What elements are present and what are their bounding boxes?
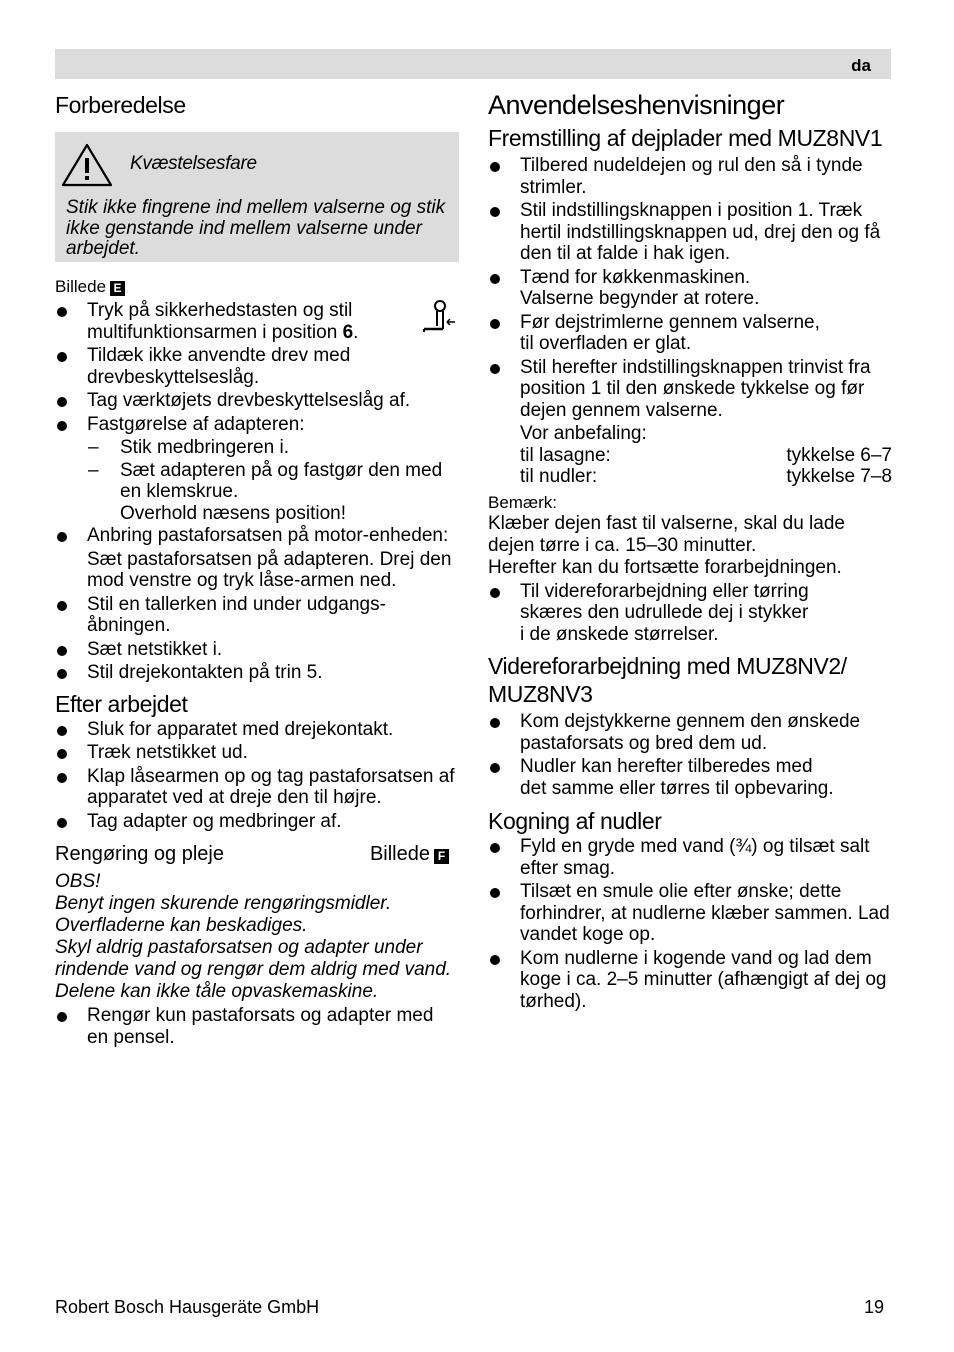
list-item: Tilsæt en smule olie efter ønske; dette forhindrer, at nudlerne klæber sammen. Lad vandet koge op. (488, 881, 892, 946)
note-text: Klæber dejen fast til valserne, skal du lade dejen tørre i ca. 15–30 minutter. (488, 512, 845, 556)
page-number: 19 (864, 1297, 885, 1317)
figure-reference-f: Billede F (370, 842, 449, 866)
list-item: Tryk på sikkerhedstasten og stil multifunktionsarmen i position 6. (55, 300, 459, 343)
left-column (55, 90, 459, 1048)
list-item: Stil en tallerken ind under udgangs-åbningen. (55, 594, 459, 637)
list-item: Tænd for køkkenmaskinen. Valserne begynder at rotere. (488, 267, 892, 310)
list-item-detail: Sæt pastaforsatsen på adapteren. Drej den mod venstre og tryk låse-armen ned. (87, 548, 452, 591)
figure-reference-e: Billede E (55, 276, 459, 297)
lever-position-icon (419, 300, 459, 336)
section-heading-fremstilling: Fremstilling af dejplader med MUZ8NV1 (488, 125, 883, 151)
note-text: Herefter kan du fortsætte forarbejdningen. (488, 556, 842, 578)
list-item: Kom dejstykkerne gennem den ønskede pastaforsats og bred dem ud. (488, 711, 892, 754)
warning-title: Kvæstelsesfare (130, 153, 257, 174)
warning-text: Stik ikke fingrene ind mellem valserne og stik ikke genstande ind mellem valserne under arbejdet. (66, 197, 446, 259)
page-title: Anvendelseshenvisninger (488, 90, 785, 120)
list-item: Stil drejekontakten på trin 5. (55, 662, 459, 684)
list-item: Nudler kan herefter tilberedes med det samme eller tørres til opbevaring. (488, 756, 892, 799)
note-label: Bemærk: (488, 492, 557, 512)
list-item: Træk netstikket ud. (55, 742, 459, 764)
list-item: Tilbered nudeldejen og rul den så i tynde strimler. (488, 155, 892, 198)
list-item: Rengør kun pastaforsats og adapter med en pensel. (55, 1005, 459, 1048)
warning-box (55, 132, 459, 262)
language-code: da (851, 56, 871, 75)
recommendation-label: Vor anbefaling: (520, 423, 647, 444)
figure-e-badge: E (110, 281, 125, 296)
figure-f-badge: F (434, 849, 449, 864)
clean-heading-row (55, 842, 459, 866)
list-item: Stil herefter indstillingsknappen trinvist fra position 1 til den ønskede tykkelse og før dejen gennem valserne. (488, 357, 892, 422)
list-item: Kom nudlerne i kogende vand og lad dem koge i ca. 2–5 minutter (afhængigt af dej og tørhed). (488, 948, 892, 1013)
list-item: Anbring pastaforsatsen på motor-enheden: (55, 525, 459, 547)
section-heading-rengoring: Rengøring og pleje (55, 843, 224, 865)
list-item: Sluk for apparatet med drejekontakt. (55, 719, 459, 741)
list-item: Fastgørelse af adapteren: (55, 414, 459, 436)
header-bar (55, 49, 891, 79)
caution-label: OBS! (55, 871, 101, 892)
dash-item: – Sæt adapteren på og fastgør den med en klemskrue. (55, 460, 459, 503)
recommendation-table (488, 445, 892, 488)
footer-company: Robert Bosch Hausgeräte GmbH (55, 1297, 320, 1317)
list-item: Til videreforarbejdning eller tørring skæres den udrullede dej i stykker i de ønskede størrelser. (488, 581, 892, 646)
section-heading-kogning: Kogning af nudler (488, 808, 662, 834)
list-item: Tag værktøjets drevbeskyttelseslåg af. (55, 390, 459, 412)
list-item: Tildæk ikke anvendte drev med drevbeskyttelseslåg. (55, 345, 459, 388)
list-item: Tag adapter og medbringer af. (55, 811, 459, 833)
recommendation-row: til lasagne: tykkelse 6–7 (520, 444, 892, 466)
section-heading-forberedelse: Forberedelse (55, 92, 186, 118)
list-item: Sæt netstikket i. (55, 639, 459, 661)
list-item: Fyld en gryde med vand (¾) og tilsæt salt efter smag. (488, 836, 892, 879)
section-heading-videreforarbejdning: Videreforarbejdning med MUZ8NV2/ MUZ8NV3 (488, 653, 847, 707)
section-heading-efter-arbejdet: Efter arbejdet (55, 690, 188, 717)
list-item: Før dejstrimlerne gennem valserne, til overfladen er glat. (488, 312, 892, 355)
warning-triangle-icon (61, 142, 113, 188)
dash-item: – Stik medbringeren i. (55, 437, 459, 459)
list-item: Stil indstillingsknappen i position 1. Træk hertil indstillingsknappen ud, drej den og få den til at falde i hak igen. (488, 200, 892, 265)
recommendation-row: til nudler: tykkelse 7–8 (520, 466, 892, 487)
right-column (488, 88, 892, 1012)
dash-note: Overhold næsens position! (120, 502, 347, 524)
caution-text: Benyt ingen skurende rengøringsmidler. Overfladerne kan beskadiges. (55, 893, 392, 936)
list-item: Klap låsearmen op og tag pastaforsatsen af apparatet ved at dreje den til højre. (55, 766, 459, 809)
caution-text: Skyl aldrig pastaforsatsen og adapter under rindende vand og rengør dem aldrig med vand. Delene kan ikke tåle opvaskemaskine. (55, 937, 452, 1002)
